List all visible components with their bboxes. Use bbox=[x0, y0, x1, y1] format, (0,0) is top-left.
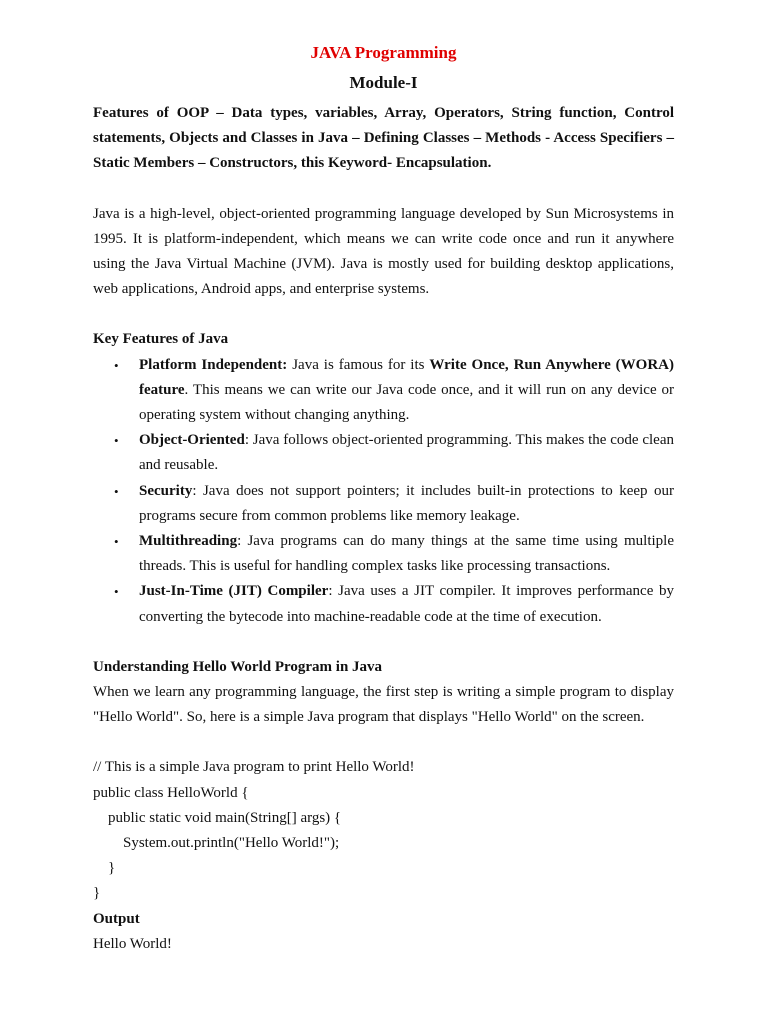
feature-text: : Java uses a JIT compiler. It improves performance by converting the bytecode into machine-readable code at the time of execution. bbox=[139, 583, 674, 625]
spacer bbox=[93, 302, 674, 327]
bullet-icon: • bbox=[114, 483, 119, 499]
code-line: public static void main(String[] args) { bbox=[93, 809, 342, 826]
spacer bbox=[93, 177, 674, 202]
bullet-icon: • bbox=[114, 534, 119, 550]
hello-world-intro: When we learn any programming language, the first step is writing a simple program to display "Hello World". So, here is a simple Java program that displays "Hello World" on the screen. bbox=[93, 684, 674, 726]
code-line: } bbox=[93, 885, 101, 902]
code-line: public class HelloWorld { bbox=[93, 784, 249, 801]
document-page bbox=[93, 38, 674, 957]
feature-term: Security bbox=[139, 482, 193, 499]
bullet-icon: • bbox=[114, 584, 119, 600]
feature-item-security bbox=[93, 479, 674, 529]
feature-item-platform-independent bbox=[93, 353, 674, 429]
spacer bbox=[93, 630, 674, 655]
feature-item-multithreading bbox=[93, 529, 674, 579]
feature-text: Java is famous for its bbox=[287, 356, 430, 373]
feature-item-jit-compiler bbox=[93, 579, 674, 629]
spacer bbox=[93, 730, 674, 755]
bullet-icon: • bbox=[114, 357, 119, 373]
feature-term: Object-Oriented bbox=[139, 432, 245, 449]
module-heading: Module-I bbox=[349, 73, 418, 92]
code-line: } bbox=[93, 860, 116, 877]
feature-text: : Java programs can do many things at the same time using multiple threads. This is useful for handling complex tasks like processing transactions. bbox=[139, 533, 674, 575]
code-block bbox=[93, 755, 674, 906]
bullet-icon: • bbox=[114, 433, 119, 449]
code-line: System.out.println("Hello World!"); bbox=[93, 835, 340, 852]
key-features-heading: Key Features of Java bbox=[93, 331, 229, 348]
features-list bbox=[93, 353, 674, 630]
document-title: JAVA Programming bbox=[310, 43, 457, 62]
hello-world-heading: Understanding Hello World Program in Java bbox=[93, 658, 383, 675]
module-topics: Features of OOP – Data types, variables, Array, Operators, String function, Control statements, Objects and Classes in Java – Defining Classes – Methods - Access Specifiers – Static Members – Constructors, this Keyword- Encapsulation. bbox=[93, 105, 674, 172]
feature-text: . This means we can write our Java code once, and it will run on any device or operating system without changing anything. bbox=[139, 381, 674, 424]
feature-term: Multithreading bbox=[139, 533, 238, 550]
feature-text: : Java does not support pointers; it includes built-in protections to keep our programs secure from common problems like memory leakage. bbox=[139, 482, 674, 524]
output-label: Output bbox=[93, 910, 140, 927]
code-line: // This is a simple Java program to print Hello World! bbox=[93, 759, 415, 776]
output-value: Hello World! bbox=[93, 935, 172, 952]
feature-item-object-oriented bbox=[93, 428, 674, 478]
intro-paragraph: Java is a high-level, object-oriented programming language developed by Sun Microsystems in 1995. It is platform-independent, which means we can write code once and run it anywhere using the Java Virtual Machine (JVM). Java is mostly used for building desktop applications, web applications, Android apps, and enterprise systems. bbox=[93, 205, 674, 298]
feature-text: : Java follows object-oriented programming. This makes the code clean and reusable. bbox=[139, 432, 674, 474]
feature-term: Platform Independent: bbox=[139, 356, 288, 373]
feature-term: Just-In-Time (JIT) Compiler bbox=[139, 583, 329, 600]
feature-emphasis: Write Once, Run Anywhere (WORA) feature bbox=[139, 356, 675, 398]
